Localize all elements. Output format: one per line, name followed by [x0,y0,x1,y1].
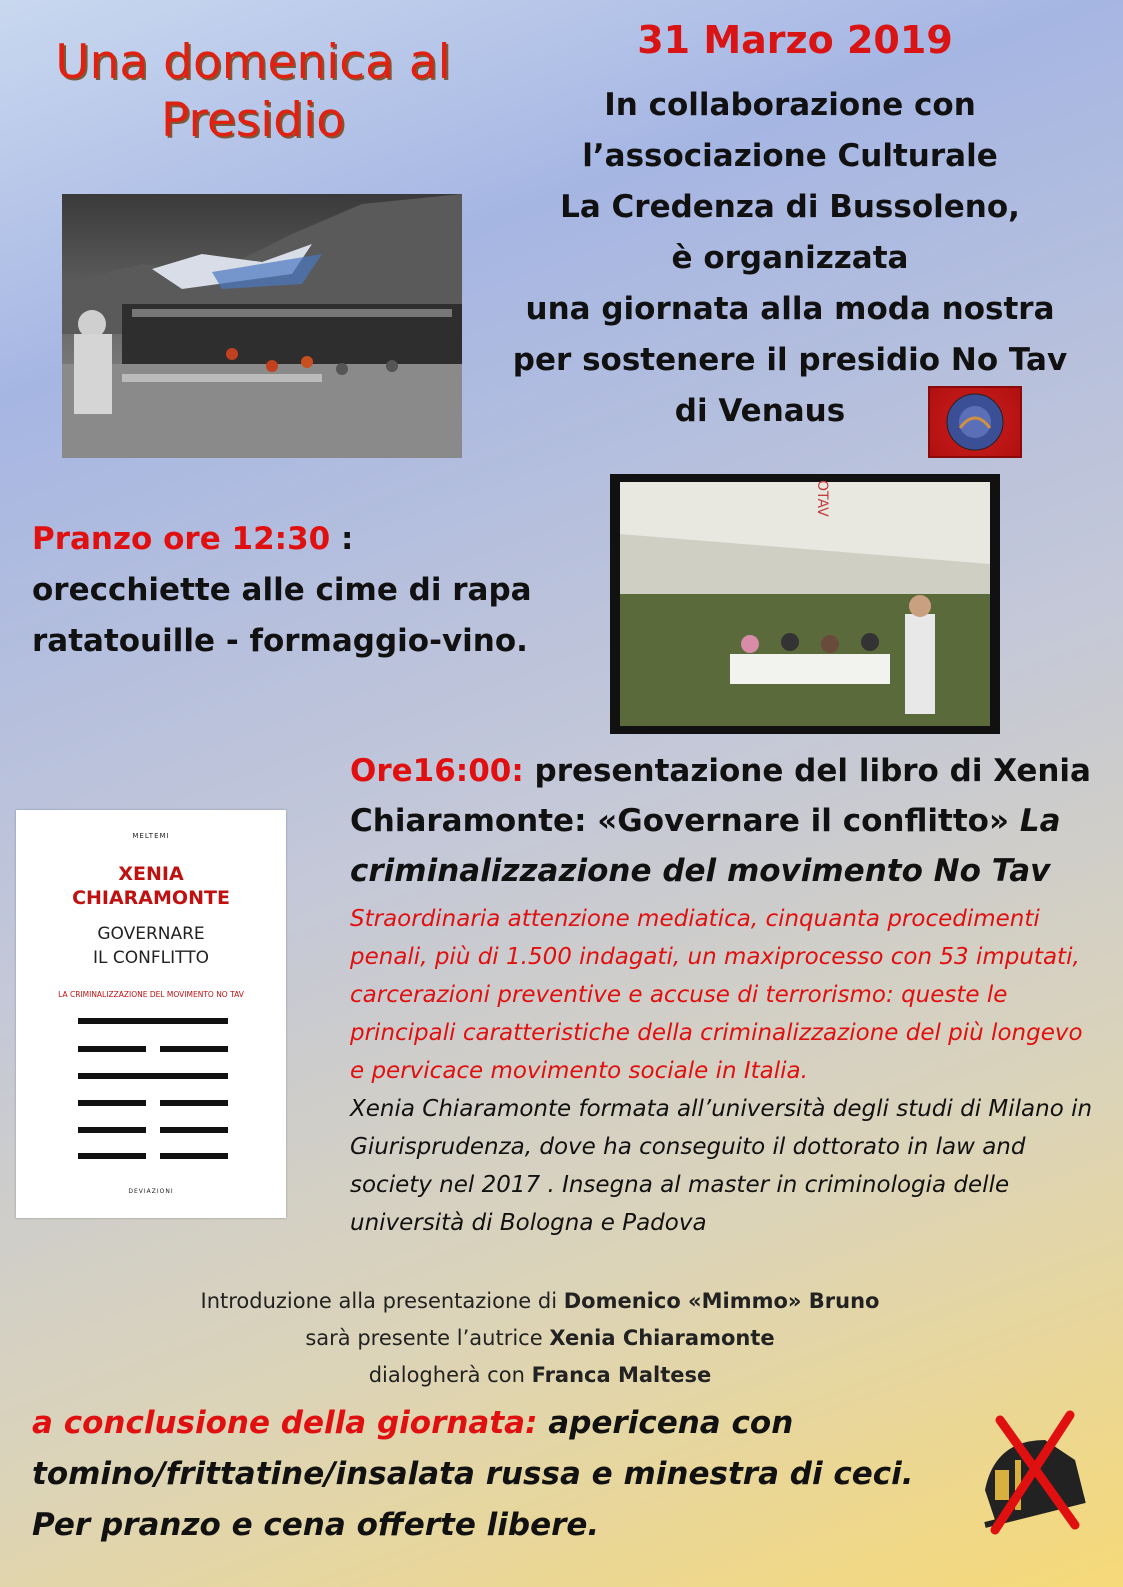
lunch-menu-line: orecchiette alle cime di rapa [32,572,532,608]
closing-section [32,1398,952,1551]
closing-line: Per pranzo e cena offerte libere. [32,1507,600,1543]
book-author-last: CHIARAMONTE [72,887,230,909]
credit-name: Domenico «Mimmo» Bruno [563,1289,880,1313]
presentation-time: Ore16:00: [350,753,524,789]
lunch-time-label: Pranzo ore 12:30 [32,521,331,557]
no-tav-logo [975,1400,1095,1540]
intro-line: La Credenza di Bussoleno, [560,189,1020,225]
closing-text: apericena con [537,1405,794,1441]
closing-label: a conclusione della giornata: [32,1405,538,1441]
credit-line [180,1320,900,1357]
credit-role: Introduzione alla presentazione di [200,1289,564,1313]
presentation-description [350,900,1100,1242]
credit-role: sarà presente l’autrice [305,1326,550,1350]
tent-photo [610,474,1000,734]
book-publisher: MELTEMI [132,832,170,840]
author-bio: Xenia Chiaramonte formata all’università degli studi di Milano in Giurisprudenza, dove ha conseguito il dottorato in law and society nel 2017 . Insegna al master in criminologia delle università di Bologna e Padova [350,1096,1093,1236]
intro-line: è organizzata [671,240,909,276]
intro-line: per sostenere il presidio No Tav [512,342,1068,378]
book-title-line: GOVERNARE [97,924,205,944]
intro-text [500,80,1080,437]
no-tav-train-icon [975,1400,1095,1540]
association-logo [928,386,1022,458]
credit-name: Xenia Chiaramonte [549,1326,775,1350]
lunch-colon: : [330,521,354,557]
hexagram-line-broken [160,1100,228,1106]
hexagram-line-broken [78,1127,146,1133]
closing-line: tomino/frittatine/insalata russa e minestra di ceci. [32,1456,914,1492]
lunch-heading [32,514,592,565]
presentation-book-subtitle: La criminalizzazione del movimento No Tav [350,803,1061,889]
book-subtitle: LA CRIMINALIZZAZIONE DEL MOVIMENTO NO TAV [58,990,244,999]
book-author-first: XENIA [118,863,184,885]
hexagram-line-broken [160,1153,228,1159]
hexagram-line-solid [78,1018,228,1024]
credit-role: dialogherà con [368,1363,532,1387]
hexagram-line-broken [78,1153,146,1159]
intro-line: una giornata alla moda nostra [525,291,1055,327]
hexagram-line-broken [160,1046,228,1052]
event-title: Una domenica al Presidio [55,35,451,148]
tent-sign-text: OTAV [814,480,830,517]
book-summary: Straordinaria attenzione mediatica, cinquanta procedimenti penali, più di 1.500 indagati, un maxiprocesso con 53 imputati, carcerazioni preventive e accuse di terrorismo: queste le principali caratteristiche della criminalizzazione del più longevo e pervicace movimento sociale in Italia. [350,906,1083,1084]
credit-line [180,1283,900,1320]
credit-line [180,1357,900,1394]
presentation-title: presentazione del libro di Xenia Chiaramonte: «Governare il conflitto» [350,753,1091,839]
book-cover [16,810,286,1218]
credits [180,1283,900,1394]
intro-line: l’associazione Culturale [582,138,998,174]
presidio-photo-image [62,194,462,458]
lunch-menu-line: ratatouille - formaggio-vino. [32,623,528,659]
intro-line: In collaborazione con [604,87,976,123]
intro-line: di Venaus [674,393,846,429]
book-series: DEVIAZIONI [128,1188,174,1195]
tent-photo-image [610,474,1000,734]
closing-line [32,1398,952,1449]
book-title-line: IL CONFLITTO [93,948,209,968]
hexagram-line-broken [78,1100,146,1106]
lunch-section [32,514,592,667]
book-author [16,862,286,910]
credit-name: Franca Maltese [531,1363,712,1387]
presentation-heading [350,746,1110,896]
hexagram-line-broken [160,1127,228,1133]
hexagram-line-broken [78,1046,146,1052]
presidio-photo [62,194,462,458]
event-date: 31 Marzo 2019 [637,18,953,62]
book-title [16,922,286,970]
logo-emblem-icon [930,388,1020,456]
hexagram-line-solid [78,1073,228,1079]
